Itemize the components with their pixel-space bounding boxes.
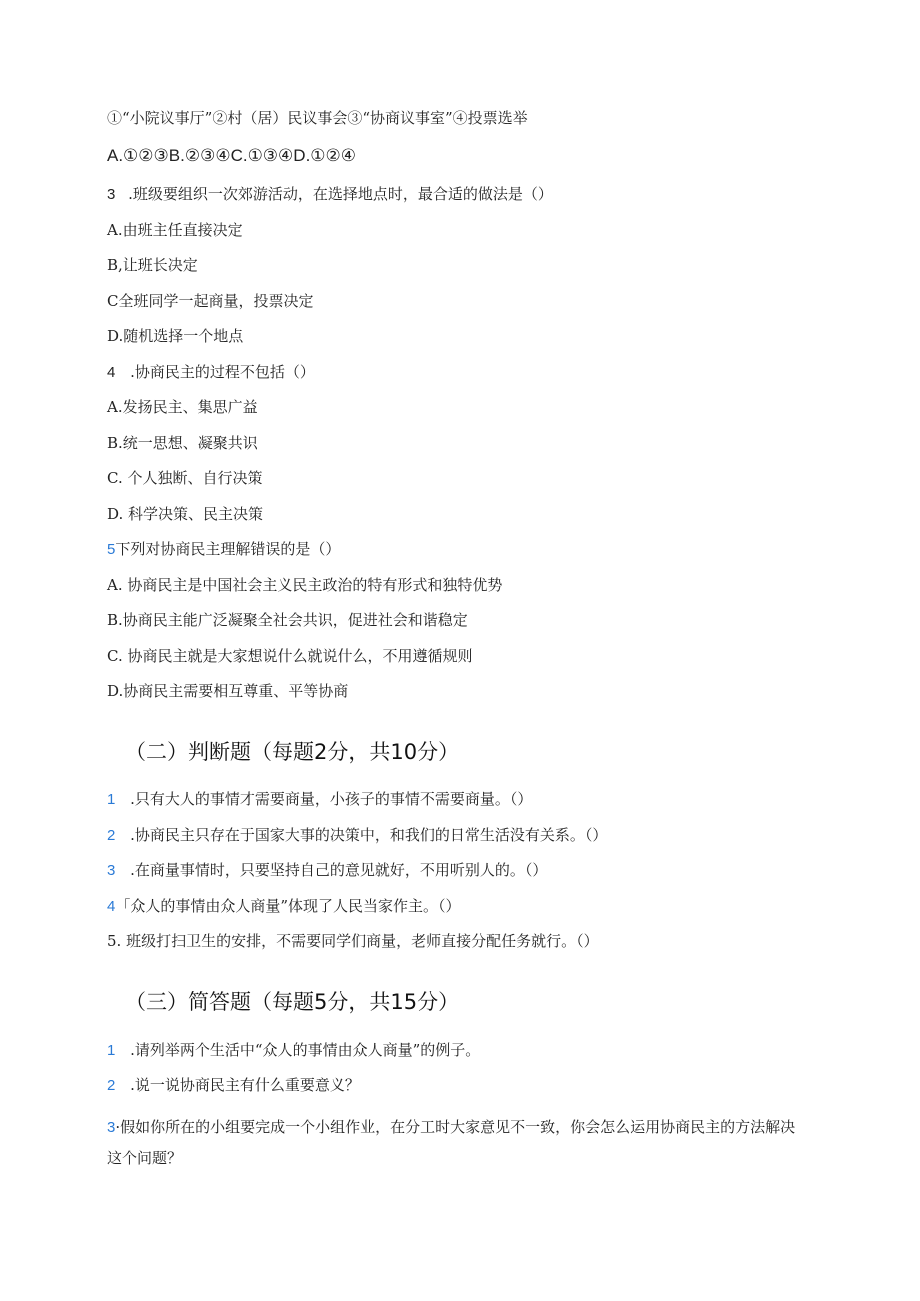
judgment-item [107, 896, 461, 917]
judgment-item [107, 789, 532, 810]
short-answer-item [107, 1075, 360, 1096]
judgment-item [107, 825, 607, 846]
question-text: .协商民主的过程不包括（） [130, 363, 315, 381]
section-3-heading: （三）简答题（每题5分，共15分） [125, 990, 460, 1014]
item-text: .协商民主只存在于国家大事的决策中，和我们的日常生活没有关系。（） [130, 826, 608, 844]
item-text: 「众人的事情由众人商量”体现了人民当家作主。（） [115, 897, 461, 915]
item-text: .只有大人的事情才需要商量，小孩子的事情不需要商量。（） [130, 790, 533, 808]
item-text: 5. 班级打扫卫生的安排，不需要同学们商量，老师直接分配任务就行。（） [107, 932, 599, 950]
item-number: 4 [107, 898, 116, 915]
option-a: A.由班主任直接决定 [107, 221, 243, 239]
item-number: 3 [107, 1119, 116, 1136]
q2-answer-choices: A.①②③B.②③④C.①③④D.①②④ [107, 146, 357, 165]
question-4 [107, 362, 315, 383]
option-d: D. 科学决策、民主决策 [107, 505, 264, 523]
judgment-item [107, 860, 547, 881]
item-number: 1 [107, 791, 116, 808]
q2-options: ①“小院议事厅”②村（居）民议事会③“协商议事室”④投票选举 [107, 109, 528, 127]
option-a: A.发扬民主、集思广益 [107, 398, 258, 416]
option-c: C. 协商民主就是大家想说什么就说什么，不用遵循规则 [107, 647, 473, 665]
option-a: A. 协商民主是中国社会主义民主政治的特有形式和独特优势 [107, 576, 503, 594]
question-text: 下列对协商民主理解错误的是（） [115, 540, 341, 558]
question-text: .班级要组织一次郊游活动，在选择地点时，最合适的做法是（） [128, 185, 553, 203]
option-b: B.协商民主能广泛凝聚全社会共识，促进社会和谐稳定 [107, 611, 468, 629]
item-text: ·假如你所在的小组要完成一个小组作业，在分工时大家意见不一致，你会怎么运用协商民主的方法解决这个问题？ [107, 1118, 796, 1167]
item-number: 3 [107, 862, 116, 879]
item-number: 1 [107, 1042, 116, 1059]
judgment-item [107, 931, 599, 952]
option-d: D.随机选择一个地点 [107, 327, 244, 345]
option-b: B.统一思想、凝聚共识 [107, 434, 258, 452]
item-text: .请列举两个生活中“众人的事情由众人商量”的例子。 [130, 1041, 481, 1059]
question-number: 5 [107, 541, 116, 558]
item-number: 2 [107, 1077, 116, 1094]
item-text: .说一说协商民主有什么重要意义？ [130, 1076, 360, 1094]
option-c: C. 个人独断、自行决策 [107, 469, 263, 487]
question-3 [107, 184, 553, 205]
option-b: B,让班长决定 [107, 256, 198, 274]
question-number: 4 [107, 364, 116, 381]
option-c: C全班同学一起商量，投票决定 [107, 292, 314, 310]
short-answer-item [107, 1112, 807, 1173]
question-number: 3 [107, 186, 116, 203]
item-number: 2 [107, 827, 116, 844]
short-answer-item [107, 1040, 480, 1061]
item-text: .在商量事情时，只要坚持自己的意见就好，不用听别人的。（） [130, 861, 548, 879]
question-5 [107, 539, 340, 560]
option-d: D.协商民主需要相互尊重、平等协商 [107, 682, 349, 700]
section-2-heading: （二）判断题（每题2分，共10分） [125, 740, 460, 764]
